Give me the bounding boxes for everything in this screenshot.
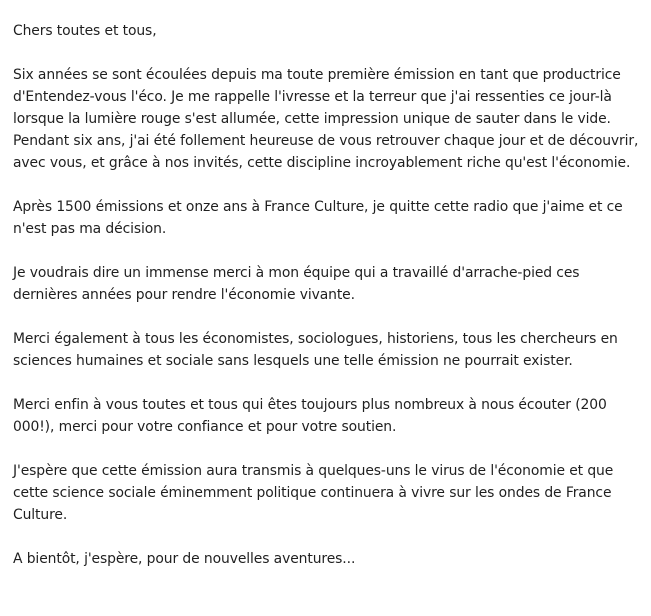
letter-body — [13, 20, 643, 570]
letter-paragraph: Je voudrais dire un immense merci à mon équipe qui a travaillé d'arrache-pied ces dernières années pour rendre l'économie vivante. — [13, 265, 580, 303]
letter-closing: A bientôt, j'espère, pour de nouvelles aventures... — [13, 551, 356, 567]
letter-paragraph: J'espère que cette émission aura transmis à quelques-uns le virus de l'économie et que cette science sociale éminemment politique continuera à vivre sur les ondes de France Culture. — [13, 463, 614, 523]
letter-paragraph: Merci enfin à vous toutes et tous qui êtes toujours plus nombreux à nous écouter (200 000!), merci pour votre confiance et pour votre soutien. — [13, 397, 607, 435]
letter-paragraph: Six années se sont écoulées depuis ma toute première émission en tant que productrice d'Entendez-vous l'éco. Je me rappelle l'ivresse et la terreur que j'ai ressenties ce jour-là lorsque la lumière rouge s'est allumée, cette impression unique de sauter dans le vide. Pendant six ans, j'ai été follement heureuse de vous retrouver chaque jour et de découvrir, avec vous, et grâce à nos invités, cette discipline incroyablement riche qu'est l'économie. — [13, 67, 639, 171]
letter-paragraph: Merci également à tous les économistes, sociologues, historiens, tous les chercheurs en sciences humaines et sociale sans lesquels une telle émission ne pourrait exister. — [13, 331, 618, 369]
letter-greeting: Chers toutes et tous, — [13, 23, 157, 39]
letter-paragraph: Après 1500 émissions et onze ans à France Culture, je quitte cette radio que j'aime et ce n'est pas ma décision. — [13, 199, 623, 237]
